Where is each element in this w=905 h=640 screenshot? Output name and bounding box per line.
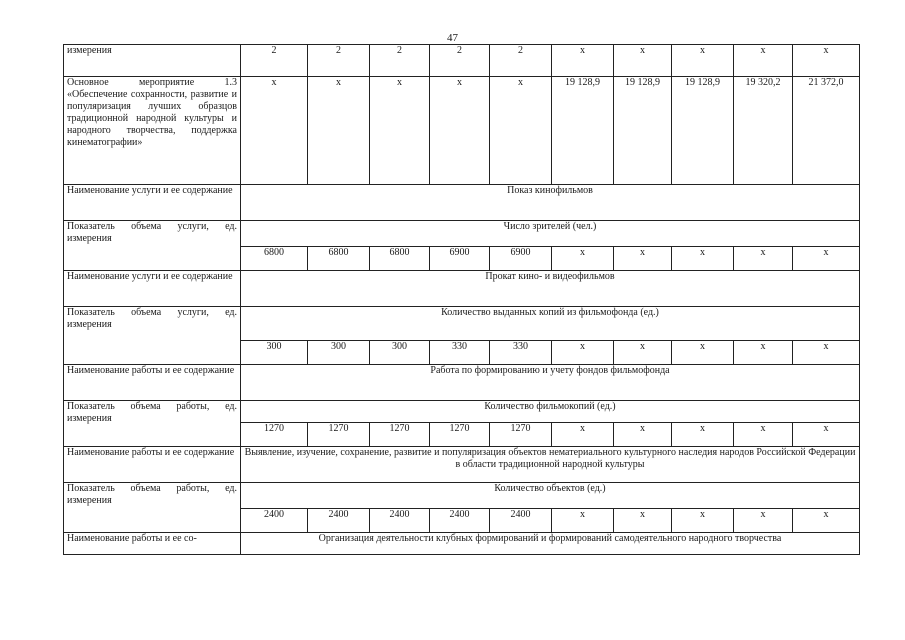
value-cell: 2400	[430, 509, 490, 533]
value-cell: 6800	[308, 247, 370, 271]
table-row	[64, 271, 860, 307]
row-label: Наименование услуги и ее содержание	[64, 271, 241, 307]
value-cell: х	[672, 247, 734, 271]
value-cell: х	[308, 77, 370, 185]
value-cell: х	[793, 509, 860, 533]
table-row	[64, 307, 860, 341]
table-row	[64, 221, 860, 247]
value-cell: 21 372,0	[793, 77, 860, 185]
row-label: Показатель объема услуги, ед. измерения	[64, 307, 241, 365]
table-row	[64, 45, 860, 77]
value-cell: 6800	[370, 247, 430, 271]
table-row	[64, 365, 860, 401]
row-label: Наименование услуги и ее содержание	[64, 185, 241, 221]
value-cell: 2	[370, 45, 430, 77]
value-cell: х	[614, 509, 672, 533]
row-label: Показатель объема работы, ед. измерения	[64, 401, 241, 447]
value-cell: х	[241, 77, 308, 185]
value-cell: 19 128,9	[614, 77, 672, 185]
value-cell: 2400	[308, 509, 370, 533]
value-cell: х	[614, 247, 672, 271]
value-cell: 2400	[241, 509, 308, 533]
value-cell: х	[552, 247, 614, 271]
value-cell: х	[734, 509, 793, 533]
value-cell: 2	[241, 45, 308, 77]
value-cell: х	[793, 45, 860, 77]
table-body	[64, 45, 860, 555]
value-cell: 2400	[490, 509, 552, 533]
value-cell: х	[793, 341, 860, 365]
merged-indicator-cell: Количество выданных копий из фильмофонда (ед.)	[241, 307, 860, 341]
value-cell: 6900	[490, 247, 552, 271]
row-label: Наименование работы и ее содержание	[64, 447, 241, 483]
value-cell: 2	[490, 45, 552, 77]
value-cell: х	[614, 341, 672, 365]
value-cell: х	[552, 341, 614, 365]
merged-description-cell: Прокат кино- и видеофильмов	[241, 271, 860, 307]
page-number: 47	[447, 32, 458, 44]
value-cell: 2400	[370, 509, 430, 533]
merged-indicator-cell: Количество фильмокопий (ед.)	[241, 401, 860, 423]
value-cell: х	[734, 341, 793, 365]
row-label: Показатель объема услуги, ед. измерения	[64, 221, 241, 271]
row-label: Основное мероприятие 1.3 «Обеспечение сохранности, развитие и популяризация лучших образцов традиционной народной культуры и народного творчества, поддержка кинематографии»	[64, 77, 241, 185]
value-cell: х	[734, 247, 793, 271]
value-cell: 1270	[370, 423, 430, 447]
row-label: Наименование работы и ее содержание	[64, 365, 241, 401]
plan-table	[63, 44, 860, 555]
value-cell: х	[672, 341, 734, 365]
value-cell: х	[793, 247, 860, 271]
value-cell: 1270	[308, 423, 370, 447]
value-cell: 330	[490, 341, 552, 365]
value-cell: 330	[430, 341, 490, 365]
value-cell: х	[370, 77, 430, 185]
value-cell: х	[614, 423, 672, 447]
merged-description-cell: Организация деятельности клубных формирований и формирований самодеятельного народного творчества	[241, 533, 860, 555]
merged-description-cell: Показ кинофильмов	[241, 185, 860, 221]
merged-description-cell: Работа по формированию и учету фондов фильмофонда	[241, 365, 860, 401]
value-cell: 19 128,9	[672, 77, 734, 185]
merged-indicator-cell: Количество объектов (ед.)	[241, 483, 860, 509]
table-row	[64, 533, 860, 555]
value-cell: х	[672, 509, 734, 533]
value-cell: х	[793, 423, 860, 447]
merged-description-cell: Выявление, изучение, сохранение, развитие и популяризация объектов нематериального культурного наследия народов Российской Федерации в области традиционной народной культуры	[241, 447, 860, 483]
value-cell: х	[490, 77, 552, 185]
row-label: Наименование работы и ее со-	[64, 533, 241, 555]
value-cell: 6900	[430, 247, 490, 271]
value-cell: 300	[241, 341, 308, 365]
table-row	[64, 447, 860, 483]
value-cell: 1270	[490, 423, 552, 447]
value-cell: 300	[308, 341, 370, 365]
table-row	[64, 483, 860, 509]
value-cell: 19 128,9	[552, 77, 614, 185]
value-cell: 6800	[241, 247, 308, 271]
value-cell: 1270	[241, 423, 308, 447]
value-cell: 19 320,2	[734, 77, 793, 185]
row-label: Показатель объема работы, ед. измерения	[64, 483, 241, 533]
value-cell: 1270	[430, 423, 490, 447]
value-cell: 300	[370, 341, 430, 365]
value-cell: х	[672, 423, 734, 447]
row-label: измерения	[64, 45, 241, 77]
value-cell: х	[734, 45, 793, 77]
table-row	[64, 77, 860, 185]
value-cell: 2	[308, 45, 370, 77]
value-cell: х	[672, 45, 734, 77]
value-cell: х	[734, 423, 793, 447]
merged-indicator-cell: Число зрителей (чел.)	[241, 221, 860, 247]
value-cell: х	[552, 45, 614, 77]
value-cell: х	[552, 509, 614, 533]
value-cell: 2	[430, 45, 490, 77]
table-row	[64, 185, 860, 221]
value-cell: х	[552, 423, 614, 447]
value-cell: х	[430, 77, 490, 185]
table-row	[64, 401, 860, 423]
value-cell: х	[614, 45, 672, 77]
